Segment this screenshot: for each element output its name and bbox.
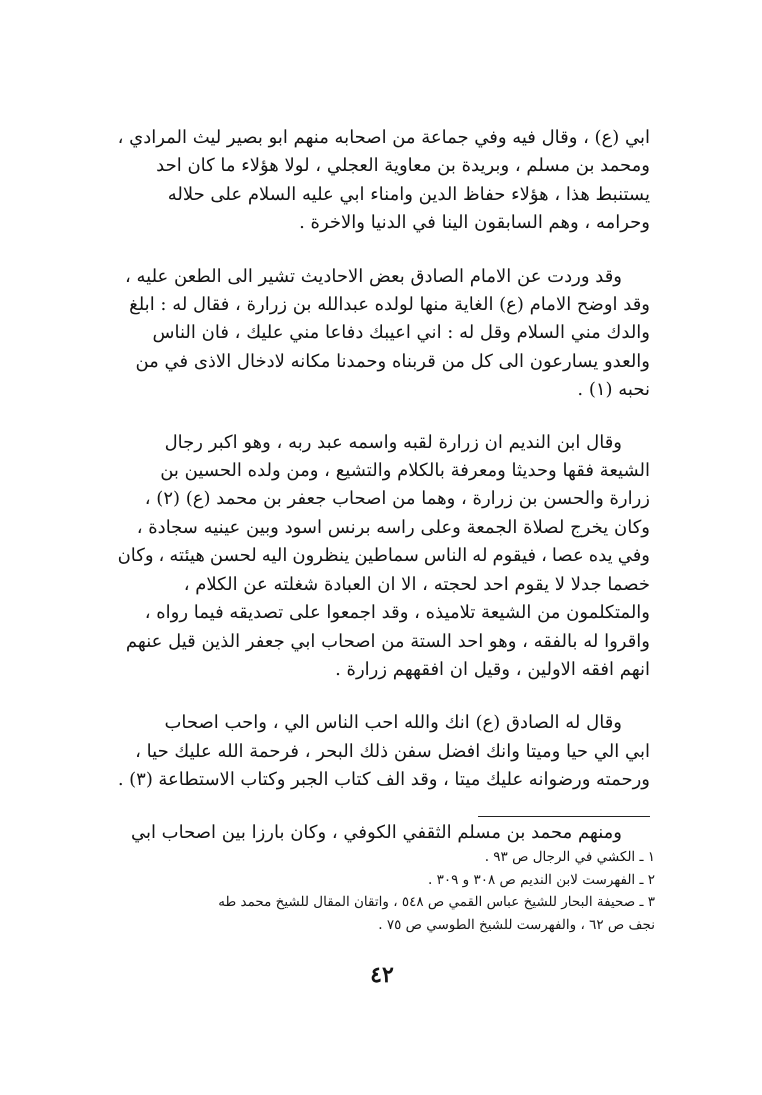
text-line: ورحمته ورضوانه عليك ميتا ، وقد الف كتاب الجبر وكتاب الاستطاعة (٣) . <box>118 769 650 791</box>
text-line: والدك مني السلام وقل له : اني اعيبك دفاعا مني عليك ، فان الناس <box>152 322 650 344</box>
text-line: وفي يده عصا ، فيقوم له الناس سماطين ينظرون اليه لحسن هيئته ، وكان <box>118 545 650 567</box>
paragraph-1 <box>118 124 650 238</box>
text-line: وقال له الصادق (ع) انك والله احب الناس الي ، واحب اصحاب <box>164 712 622 734</box>
text-line: انهم افقه الاولين ، وقيل ان افقههم زرارة . <box>335 658 650 680</box>
text-line: خصما جدلا لا يقوم احد لحجته ، الا ان العبادة شغلته عن الكلام ، <box>183 573 650 595</box>
text-line: الشيعة فقها وحديثا ومعرفة بالكلام والتشيع ، ومن ولده الحسين بن <box>160 460 650 482</box>
text-line: والمتكلمون من الشيعة تلاميذه ، وقد اجمعوا على تصديقه فيما رواه ، <box>144 602 650 624</box>
paragraph-3 <box>118 429 650 685</box>
paragraph-5 <box>118 819 650 847</box>
text-line: والعدو يسارعون الى كل من قربناه وحمدنا مكانه لادخال الاذى في من <box>135 350 650 372</box>
footnote-1: ١ ـ الكشي في الرجال ص ٩٣ . <box>484 849 655 865</box>
text-line: وحرامه ، وهم السابقون الينا في الدنيا والاخرة . <box>299 212 650 234</box>
text-line: وقد وردت عن الامام الصادق بعض الاحاديث تشير الى الطعن عليه ، <box>124 265 622 287</box>
text-line: نحبه (١) . <box>577 379 650 401</box>
text-line: ومنهم محمد بن مسلم الثقفي الكوفي ، وكان بارزا بين اصحاب ابي <box>130 821 622 843</box>
footnotes <box>100 846 655 936</box>
footnote-3-continued: نجف ص ٦٢ ، والفهرست للشيخ الطوسي ص ٧٥ . <box>378 916 655 933</box>
text-line: ابي الي حيا وميتا وانك افضل سفن ذلك البحر ، فرحمة الله عليك حيا ، <box>135 740 650 762</box>
paragraph-2 <box>118 263 650 405</box>
footnote-3: ٣ ـ صحيفة البحار للشيخ عباس القمي ص ٥٤٨ ، واتقان المقال للشيخ محمد طه <box>218 894 655 910</box>
text-line: زرارة والحسن بن زرارة ، وهما من اصحاب جعفر بن محمد (ع) (٢) ، <box>144 488 650 510</box>
text-line: واقروا له بالفقه ، وهو احد الستة من اصحاب ابي جعفر الذين قيل عنهم <box>125 630 650 652</box>
footnote-2: ٢ ـ الفهرست لابن النديم ص ٣٠٨ و ٣٠٩ . <box>428 871 655 888</box>
text-line: وقد اوضح الامام (ع) الغاية منها لولده عبدالله بن زرارة ، فقال له : ابلغ <box>129 294 650 316</box>
text-line: وكان يخرج لصلاة الجمعة وعلى راسه برنس اسود وبين عينيه سجادة ، <box>136 516 650 538</box>
main-text <box>118 124 650 847</box>
text-line: ومحمد بن مسلم ، وبريدة بن معاوية العجلي ، لولا هؤلاء ما كان احد <box>156 155 650 177</box>
text-line: وقال ابن النديم ان زرارة لقبه واسمه عبد ربه ، وهو اكبر رجال <box>164 431 622 453</box>
paragraph-4 <box>118 709 650 794</box>
text-line: يستنبط هذا ، هؤلاء حفاظ الدين وامناء ابي عليه السلام على حلاله <box>167 183 650 205</box>
text-line: ابي (ع) ، وقال فيه وفي جماعة من اصحابه منهم ابو بصير ليث المرادي ، <box>118 127 650 148</box>
footnote-divider <box>478 816 650 817</box>
page-number: ٤٢ <box>370 962 394 988</box>
